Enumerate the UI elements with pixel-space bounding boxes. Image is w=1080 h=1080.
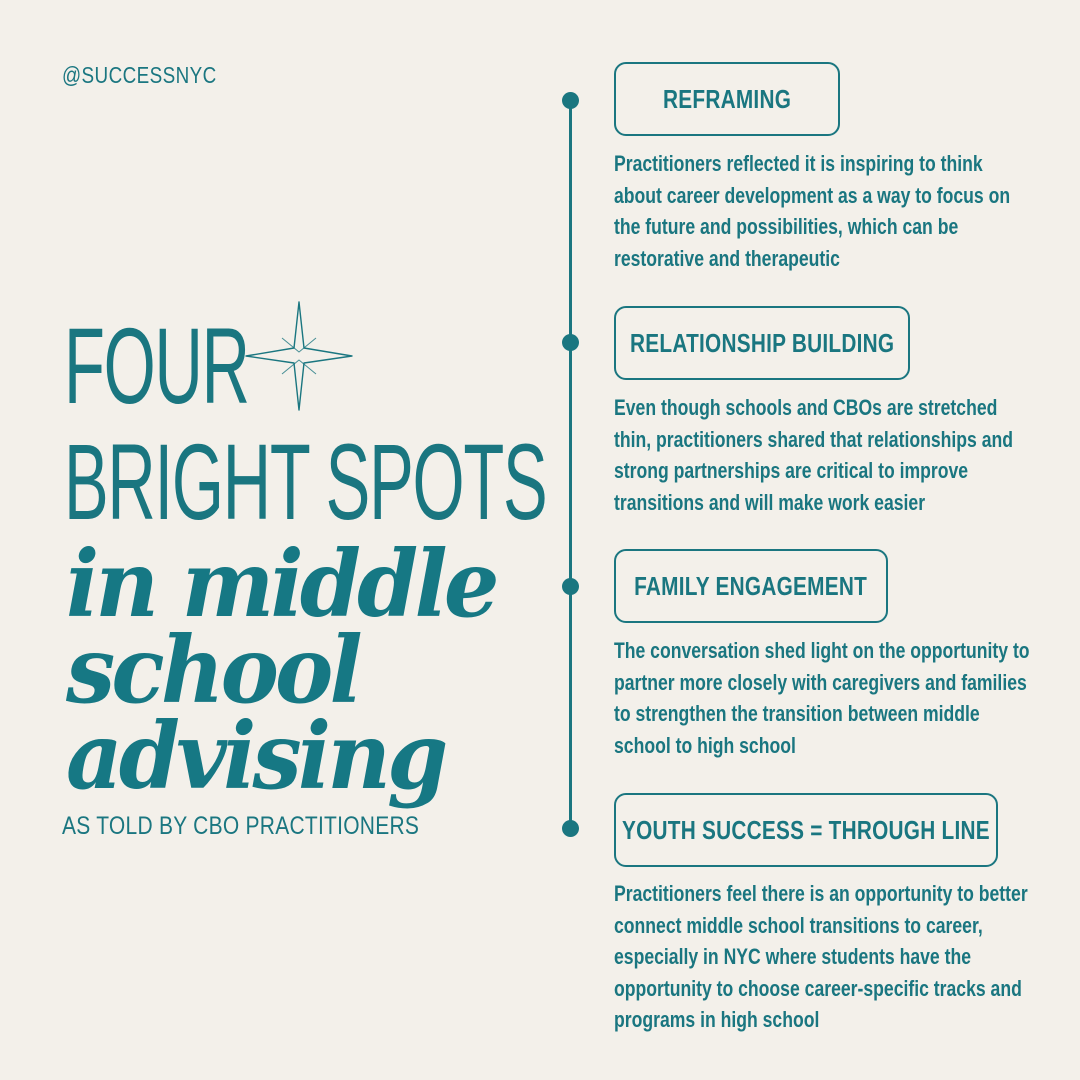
badge-family-engagement [614,549,888,623]
handle: @SUCCESSNYC [62,62,217,88]
badge-label: RELATIONSHIP BUILDING [629,327,895,358]
timeline-dot-2 [562,334,579,351]
desc-reframing: Practitioners reflected it is inspiring to think about career development as a way to focus on the future and possibilities, which can be restorative and therapeutic [614,151,1011,271]
headline-script-advising: advising [66,702,445,810]
desc-youth-success: Practitioners feel there is an opportunity to better connect middle school transitions to career, especially in NYC where students have the opportunity to choose career-specific tracks and programs in high school [614,881,1028,1032]
badge-label: FAMILY ENGAGEMENT [634,570,868,601]
headline-bright-spots: BRIGHT SPOTS [64,421,547,542]
headline-script-school: school [66,616,359,724]
headline-four: FOUR [64,305,249,426]
timeline-dot-1 [562,92,579,109]
badge-label: REFRAMING [662,83,792,114]
sparkle-icon [244,300,354,412]
desc-relationship-building: Even though schools and CBOs are stretched thin, practitioners shared that relationships and strong partnerships are critical to improve transitions and will make work easier [614,395,1013,515]
timeline-dot-4 [562,820,579,837]
desc-family-engagement: The conversation shed light on the opportunity to partner more closely with caregivers and families to strengthen the transition between middle school to high school [614,638,1030,758]
headline-script-in-middle: in middle [66,530,496,638]
badge-label: YOUTH SUCCESS = THROUGH LINE [622,814,990,845]
subline: AS TOLD BY CBO PRACTITIONERS [62,812,420,840]
badge-youth-success [614,793,998,867]
badge-reframing [614,62,840,136]
badge-relationship-building [614,306,910,380]
timeline-dot-3 [562,578,579,595]
timeline-line [569,100,572,828]
